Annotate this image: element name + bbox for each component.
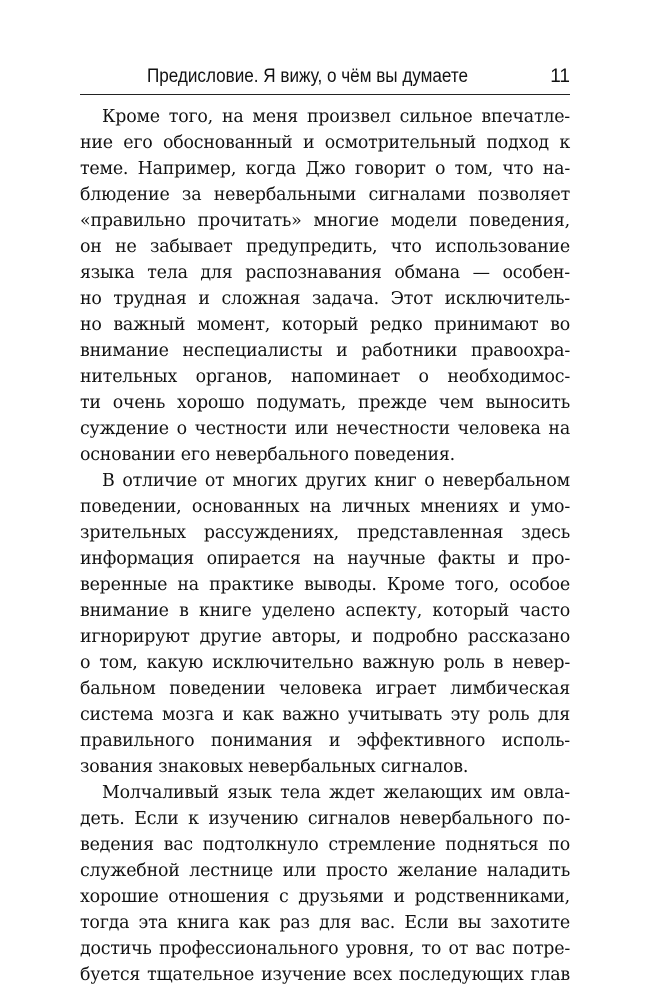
text-line: суждение о честности или нечестности человека на (80, 419, 570, 439)
text-line: о том, какую исключительно важную роль в невер- (80, 653, 570, 673)
text-line: зрительных рассуждениях, представленная здесь (80, 523, 570, 543)
page-number: 11 (550, 66, 570, 87)
text-line: но важный момент, который редко принимают во (80, 315, 570, 335)
text-line: ти очень хорошо подумать, прежде чем выносить (80, 393, 570, 413)
text-line: веренные на практике выводы. Кроме того, особое (80, 575, 570, 595)
text-line: поведении, основанных на личных мнениях и умо- (80, 497, 570, 517)
text-line: В отличие от многих других книг о невербальном (102, 471, 570, 491)
text-line: Молчаливый язык тела ждет желающих им овла- (102, 783, 570, 803)
text-line: буется тщательное изучение всех последующих глав (80, 965, 570, 985)
running-header (80, 55, 570, 95)
text-line: теме. Например, когда Джо говорит о том, что на- (80, 159, 570, 179)
text-line: он не забывает предупредить, что использование (80, 237, 570, 257)
text-line: бальном поведении человека играет лимбическая (80, 679, 570, 699)
text-line: хорошие отношения с друзьями и родственниками, (80, 887, 570, 907)
text-line: служебной лестнице или просто желание наладить (80, 861, 570, 881)
text-line: блюдение за невербальными сигналами позволяет (80, 185, 570, 205)
text-line: основании его невербального поведения. (80, 445, 455, 465)
paragraph (80, 104, 570, 468)
paragraph (80, 780, 570, 988)
paragraph (80, 468, 570, 780)
chapter-title: Предисловие. Я вижу, о чём вы думаете (146, 66, 469, 87)
text-line: «правильно прочитать» многие модели поведения, (80, 211, 570, 231)
header-rule (80, 94, 570, 95)
text-line: ние его обоснованный и осмотрительный подход к (80, 133, 570, 153)
text-line: внимание в книге уделено аспекту, который часто (80, 601, 570, 621)
text-line: ведения вас подтолкнуло стремление подняться по (80, 835, 570, 855)
text-line: информация опирается на научные факты и про- (80, 549, 570, 569)
text-line: зования знаковых невербальных сигналов. (80, 757, 469, 777)
text-line: игнорируют другие авторы, и подробно рассказано (80, 627, 570, 647)
text-line: языка тела для распознавания обмана — особен- (80, 263, 570, 283)
text-line: достичь профессионального уровня, то от вас потре- (80, 939, 570, 959)
text-line: правильного понимания и эффективного исполь- (80, 731, 570, 751)
text-line: нительных органов, напоминает о необходимос- (80, 367, 570, 387)
text-line: тогда эта книга как раз для вас. Если вы захотите (80, 913, 570, 933)
text-line: система мозга и как важно учитывать эту роль для (80, 705, 570, 725)
body-text (80, 104, 570, 988)
text-line: деть. Если к изучению сигналов невербального по- (80, 809, 570, 829)
text-line: Кроме того, на меня произвел сильное впечатле- (102, 107, 570, 127)
text-line: но трудная и сложная задача. Этот исключитель- (80, 289, 570, 309)
text-line: внимание неспециалисты и работники правоохра- (80, 341, 570, 361)
